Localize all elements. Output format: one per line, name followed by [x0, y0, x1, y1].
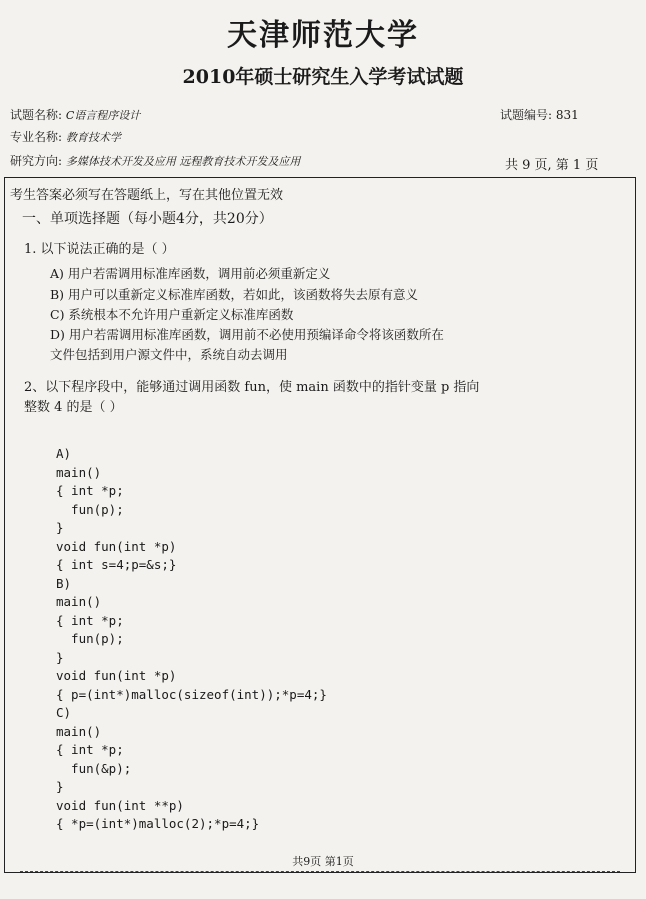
code-line: fun(p);: [56, 501, 124, 517]
code-line: { *p=(int*)malloc(2);*p=4;}: [56, 816, 260, 831]
page-count: 共 9 页, 第 1 页: [505, 158, 599, 173]
question-1-option-c: C) 系统根本不允许用户重新定义标准库函数: [50, 307, 294, 322]
subject-value: C语言程序设计: [65, 109, 141, 122]
code-line: fun(&p);: [56, 760, 132, 776]
direction-line: [10, 152, 300, 169]
direction-value: 多媒体技术开发及应用 远程教育技术开发及应用: [65, 155, 301, 168]
code-line: void fun(int **p): [56, 797, 184, 813]
question-1-stem: 1. 以下说法正确的是（ ）: [24, 242, 175, 257]
university-name: 天津师范大学: [227, 18, 419, 53]
question-1-option-b: B) 用户可以重新定义标准库函数，若如此，该函数将失去原有意义: [50, 287, 419, 302]
section-heading: 一、单项选择题（每小题4分，共20分）: [22, 211, 273, 227]
code-value: 831: [555, 108, 579, 122]
subject-line: [10, 106, 140, 123]
major-value: 教育技术学: [65, 131, 121, 144]
question-2-stem-line1: 2、以下程序段中，能够通过调用函数 fun，使 main 函数中的指针变量 p 指向: [24, 380, 480, 395]
code-line: { int *p;: [56, 612, 124, 628]
code-line: { int *p;: [56, 742, 124, 757]
code-line: main(): [56, 464, 102, 480]
exam-title: 2010年硕士研究生入学考试试题: [182, 66, 464, 88]
notice: 考生答案必须写在答题纸上，写在其他位置无效: [10, 188, 284, 203]
question-1-option-a: A) 用户若需调用标准库函数，调用前必须重新定义: [50, 266, 331, 281]
code-line: main(): [56, 723, 102, 739]
code-line: void fun(int *p): [56, 668, 177, 683]
code-line: { int *p;: [56, 483, 124, 498]
question-2-stem-line2: 整数 4 的是（ ）: [24, 400, 123, 415]
code-line: { int s=4;p=&s;}: [56, 557, 177, 572]
major-label: 专业名称:: [10, 130, 63, 144]
question-1-option-d: D) 用户若需调用标准库函数，调用前不必使用预编译命令将该函数所在: [50, 327, 444, 342]
exam-code-line: [500, 106, 579, 123]
direction-label: 研究方向:: [10, 154, 63, 168]
code-line: void fun(int *p): [56, 538, 177, 554]
code-line: }: [56, 520, 64, 535]
code-line: { p=(int*)malloc(sizeof(int));*p=4;}: [56, 686, 327, 702]
code-line: B): [56, 575, 72, 591]
page-footer: 共9页 第1页: [292, 855, 354, 868]
question-2-code: [56, 446, 327, 835]
code-line: }: [56, 649, 64, 665]
code-label: 试题编号:: [500, 108, 553, 122]
code-line: main(): [56, 594, 102, 609]
code-line: fun(p);: [56, 631, 124, 646]
major-line: [10, 128, 121, 145]
code-line: A): [56, 446, 72, 461]
subject-label: 试题名称:: [10, 108, 63, 122]
code-line: }: [56, 779, 64, 794]
question-1-option-d-cont: 文件包括到用户源文件中，系统自动去调用: [50, 347, 288, 362]
code-line: C): [56, 705, 72, 720]
footer-divider: [20, 871, 620, 872]
